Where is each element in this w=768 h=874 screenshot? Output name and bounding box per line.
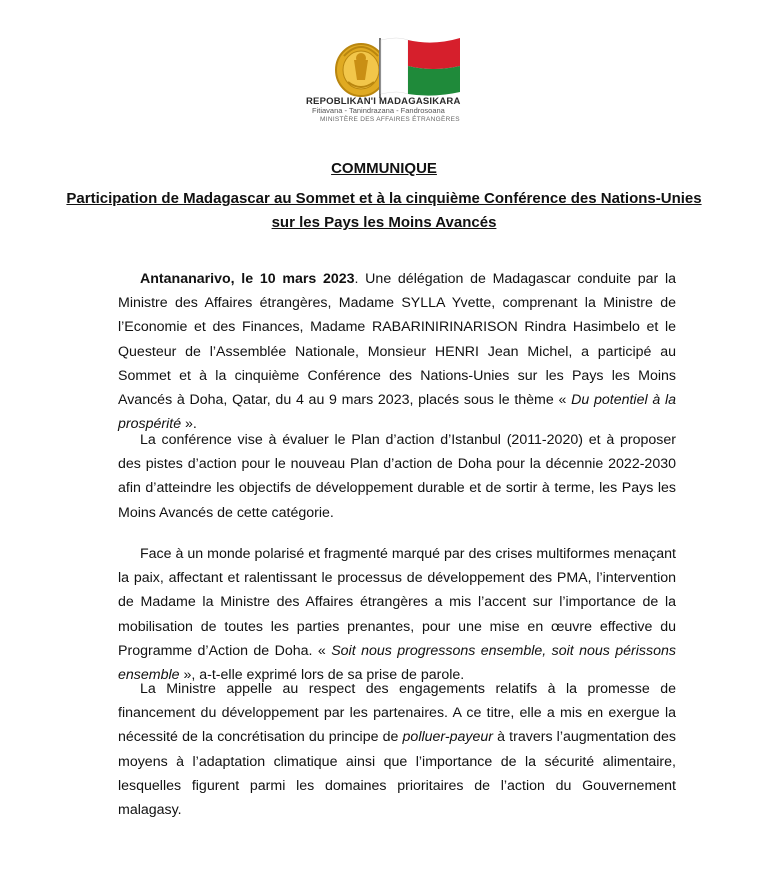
communique-subtitle-line-1: Participation de Madagascar au Sommet et à la cinquième Conférence des Nations-Unies <box>66 190 702 207</box>
national-motto: Fitiavana - Tanindrazana - Fandrosoana <box>312 106 445 115</box>
ministry-name: MINISTÈRE DES AFFAIRES ÉTRANGÈRES <box>320 116 460 123</box>
paragraph-2: La conférence vise à évaluer le Plan d’action d’Istanbul (2011-2020) et à proposer des pistes d’action pour le nouveau Plan d’action de Doha pour la décennie 2022-2030 afin d’atteindre les objectifs de développement durable et de sortir à terme, les Pays les Moins Avancés de cette catégorie. <box>118 432 676 521</box>
paragraph-3-text: Face à un monde polarisé et fragmenté marqué par des crises multiformes menaçant la paix, affectant et ralentissant le processus de développement des PMA, l’intervention de Madame la Ministre des Affaires étrangères a mis l’accent sur l’importance de la mobilisation de toutes les parties prenantes, pour une mise en œuvre effective du Programme d’Action de Doha. « <box>118 546 676 659</box>
letterhead <box>290 14 490 132</box>
paragraph-1 <box>118 267 676 436</box>
communique-label: COMMUNIQUE <box>331 160 437 177</box>
theme-quote: Du potentiel à la prospérité <box>118 392 676 433</box>
paragraph-4 <box>118 677 676 822</box>
communique-subtitle-line-2: sur les Pays les Moins Avancés <box>271 214 497 231</box>
paragraph-4-text: La Ministre appelle au respect des engagements relatifs à la promesse de financement du développement par les partenaires. A ce titre, elle a mis en exergue la nécessité de la concrétisation du principe de <box>118 681 676 746</box>
paragraph-1-text: . Une délégation de Madagascar conduite par la Ministre des Affaires étrangères, Madame SYLLA Yvette, comprenant la Ministre de l’Economie et des Finances, Madame RABARINIRINARISON Rindra Hasimbelo et le Questeur de l’Assemblée Nationale, Monsieur HENRI Jean Michel, a participé au Sommet et à la cinquième Conférence des Nations-Unies sur les Pays les Moins Avancés à Doha, Qatar, du 4 au 9 mars 2023, placés sous le thème « <box>118 271 676 409</box>
dateline: Antananarivo, le 10 mars 2023 <box>140 271 355 287</box>
republic-name: REPOBLIKAN'I MADAGASIKARA <box>306 96 461 107</box>
paragraph-1-end: ». <box>181 416 197 433</box>
principle-term: polluer-payeur <box>402 729 493 746</box>
paragraph-3 <box>118 542 676 687</box>
paragraph-4-end: à travers l’augmentation des moyens à l’adaptation climatique ainsi que l’importance de la sécurité alimentaire, lesquelles figurent parmi les domaines prioritaires de l’action du Gouvernement malagasy. <box>118 729 676 819</box>
minister-quote: Soit nous progressons ensemble, soit nous périssons ensemble <box>118 642 676 684</box>
madagascar-flag-icon <box>378 36 462 98</box>
paragraph-3-end: », a-t-elle exprimé lors de sa prise de parole. <box>179 667 465 684</box>
